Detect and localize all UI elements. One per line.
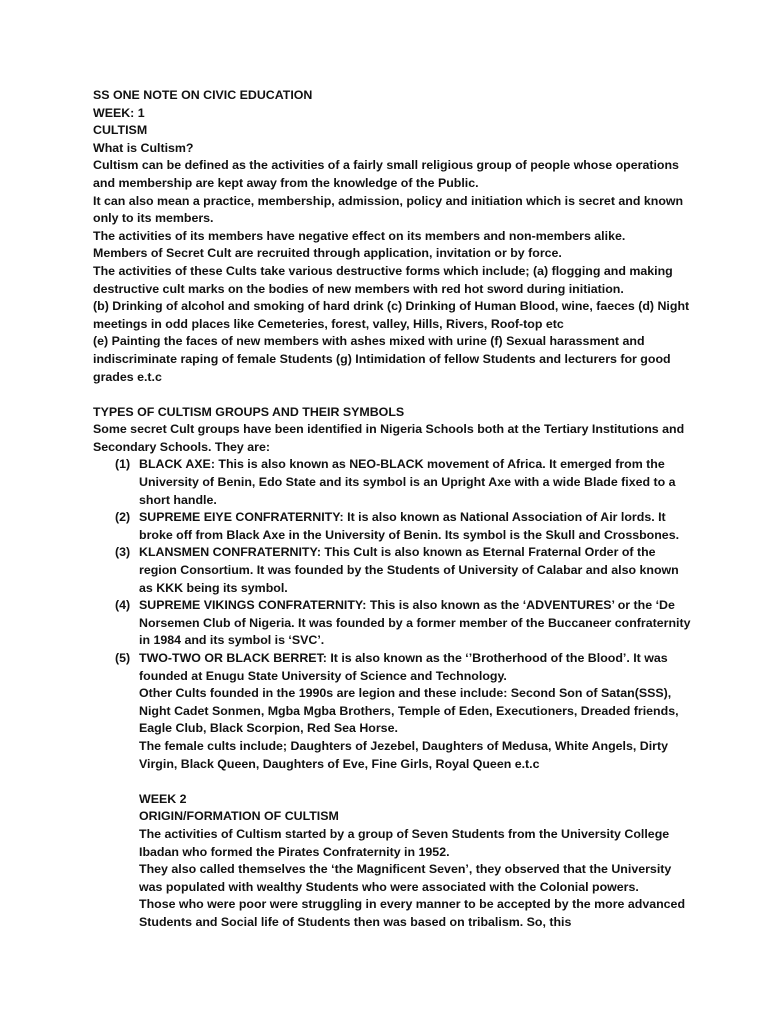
- list-item-number: (5): [115, 651, 131, 665]
- intro-paragraph: Members of Secret Cult are recruited through application, invitation or by force.: [93, 246, 562, 261]
- list-item-text: SUPREME EIYE CONFRATERNITY: It is also known as National Association of Air lords. It broke off from Black Axe in the University of Benin. Its symbol is the Skull and Crossbones.: [139, 510, 680, 542]
- list-item-number: (2): [115, 510, 131, 525]
- types-heading: TYPES OF CULTISM GROUPS AND THEIR SYMBOLS: [93, 404, 405, 419]
- origin-paragraph: They also called themselves the ‘the Magnificent Seven’, they observed that the University was populated with wealthy Students who were associated with the Colonial powers.: [139, 862, 672, 894]
- list-item-text: KLANSMEN CONFRATERNITY: This Cult is also known as Eternal Fraternal Order of the region Consortium. It was founded by the Students of University of Calabar and also known as KKK being its symbol.: [139, 545, 679, 595]
- other-cults-paragraph: Other Cults founded in the 1990s are legion and these include: Second Son of Satan(SSS), Night Cadet Sonmen, Mgba Mgba Brothers, Temple of Eden, Executioners, Dreaded friends, Eagle Club, Black Scorpion, Red Sea Horse.: [139, 686, 679, 736]
- intro-paragraph: Cultism can be defined as the activities of a fairly small religious group of people whose operations and membership are kept away from the knowledge of the Public.: [93, 158, 679, 190]
- list-item: [93, 456, 693, 509]
- question-heading: What is Cultism?: [93, 140, 194, 155]
- week-2-heading: WEEK 2: [139, 791, 187, 806]
- list-item-number: (3): [115, 545, 131, 560]
- document-title: SS ONE NOTE ON CIVIC EDUCATION: [93, 88, 313, 102]
- intro-paragraph: It can also mean a practice, membership, admission, policy and initiation which is secret and known only to its members.: [93, 193, 684, 226]
- list-item: [93, 544, 693, 597]
- origin-paragraph: Those who were poor were struggling in every manner to be accepted by the more advanced Students and Social life of Students then was based on tribalism. So, this: [139, 897, 686, 929]
- list-item-text: SUPREME VIKINGS CONFRATERNITY: This is also known as the ‘ADVENTURES’ or the ‘De Norsemen Club of Nigeria. It was founded by a former member of the Buccaneer confraternity in 1984 and its symbol is ‘SVC’.: [139, 598, 691, 648]
- origin-paragraph: The activities of Cultism started by a group of Seven Students from the University College Ibadan who formed the Pirates Confraternity in 1952.: [139, 826, 670, 859]
- female-cults-paragraph: The female cults include; Daughters of Jezebel, Daughters of Medusa, White Angels, Dirty Virgin, Black Queen, Daughters of Eve, Fine Girls, Royal Queen e.t.c: [139, 738, 668, 771]
- list-item: [93, 597, 693, 650]
- intro-paragraph: (e) Painting the faces of new members with ashes mixed with urine (f) Sexual harassment and indiscriminate raping of female Students (g) Intimidation of fellow Students and lecturers for good grades e.t.c: [93, 334, 671, 384]
- list-item: [93, 650, 693, 685]
- document-body: [93, 87, 693, 932]
- intro-paragraph: The activities of these Cults take various destructive forms which include; (a) flogging and making destructive cult marks on the bodies of new members with red hot sword during initiation.: [93, 263, 673, 296]
- spacer: [93, 773, 693, 791]
- topic-2-heading: ORIGIN/FORMATION OF CULTISM: [139, 809, 339, 824]
- list-item-text: TWO-TWO OR BLACK BERRET: It is also known as the ‘’Brotherhood of the Blood’. It was founded at Enugu State University of Science and Technology.: [139, 651, 668, 683]
- cult-types-list: [93, 456, 693, 685]
- week-1-heading: WEEK: 1: [93, 105, 145, 120]
- list-item-text: BLACK AXE: This is also known as NEO-BLACK movement of Africa. It emerged from the University of Benin, Edo State and its symbol is an Upright Axe with a wide Blade fixed to a short handle.: [139, 457, 676, 507]
- topic-1-heading: CULTISM: [93, 123, 148, 138]
- spacer: [93, 386, 693, 404]
- list-item: [93, 509, 693, 544]
- types-intro: Some secret Cult groups have been identified in Nigeria Schools both at the Tertiary Institutions and Secondary Schools. They are:: [93, 422, 685, 454]
- list-item-number: (1): [115, 457, 131, 472]
- intro-paragraph: (b) Drinking of alcohol and smoking of hard drink (c) Drinking of Human Blood, wine, faeces (d) Night meetings in odd places like Cemeteries, forest, valley, Hills, Rivers, Roof-top etc: [93, 299, 690, 331]
- intro-paragraph: The activities of its members have negative effect on its members and non-members alike.: [93, 228, 626, 243]
- list-item-number: (4): [115, 598, 131, 613]
